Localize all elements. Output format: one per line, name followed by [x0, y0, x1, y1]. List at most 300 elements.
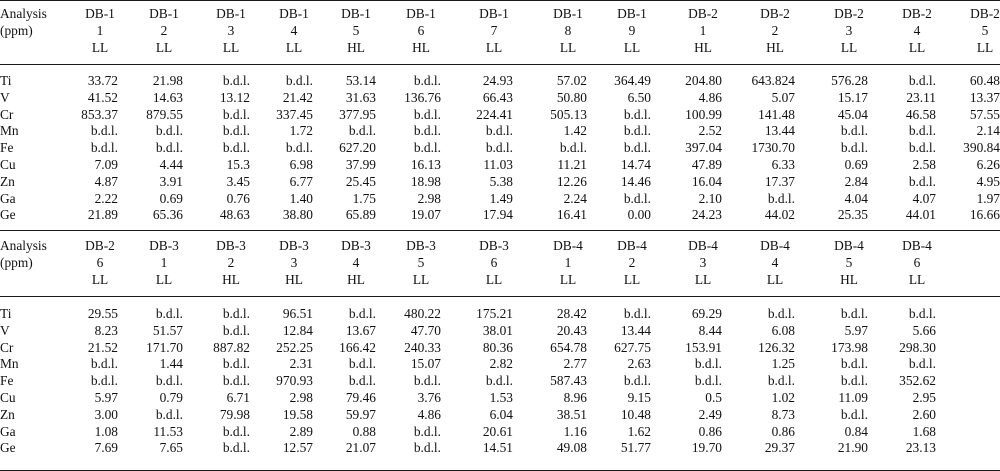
column-sample-header: DB-2	[688, 6, 718, 21]
table-cell: 14.51	[482, 440, 513, 456]
table-cell: b.d.l.	[155, 406, 183, 422]
table-cell: 2.52	[698, 123, 722, 139]
table-cell: b.d.l.	[348, 123, 376, 139]
table-cell: 16.13	[410, 157, 441, 172]
column-number-header: 1	[160, 255, 168, 270]
table-cell: 853.37	[81, 106, 118, 122]
table-cell: 38.80	[282, 207, 313, 223]
table-cell: b.d.l.	[222, 440, 250, 456]
table-cell: 12.26	[556, 173, 587, 189]
table-cell: b.d.l.	[413, 440, 441, 456]
table-cell: 505.13	[550, 106, 587, 122]
table-cell: b.d.l.	[222, 140, 250, 156]
table-cell: 3.91	[159, 173, 183, 189]
table-cell: b.d.l.	[623, 123, 651, 139]
table-cell: b.d.l.	[222, 123, 250, 139]
column-sample-header: DB-3	[341, 238, 371, 253]
table-cell: 20.61	[482, 423, 513, 439]
table-cell: 0.76	[226, 190, 250, 206]
column-sample-header: DB-1	[553, 6, 583, 21]
column-type-header: HL	[694, 40, 712, 55]
table-cell: 252.25	[276, 339, 313, 355]
column-type-header: LL	[222, 40, 240, 55]
table-cell: 6.98	[289, 157, 313, 172]
column-number-header: 5	[352, 23, 360, 38]
table-cell: 2.60	[912, 406, 936, 422]
table-cell: b.d.l.	[222, 423, 250, 439]
table-cell: 2.24	[563, 190, 587, 206]
column-type-header: LL	[412, 272, 430, 287]
row-element-label: Ti	[0, 73, 12, 88]
table-cell: 51.57	[152, 322, 183, 338]
column-type-header: HL	[840, 272, 858, 287]
table-cell: 13.67	[345, 322, 376, 338]
table-cell: b.d.l.	[908, 306, 936, 321]
table-cell: 53.14	[345, 73, 376, 88]
column-number-header: 6	[96, 255, 104, 270]
table-cell: 15.3	[226, 157, 250, 172]
column-number-header: 3	[845, 23, 853, 38]
table-cell: 23.11	[906, 89, 936, 105]
table-cell: 7.69	[94, 440, 118, 456]
column-sample-header: DB-4	[553, 238, 583, 253]
column-number-header: 3	[227, 23, 235, 38]
table-cell: 48.63	[219, 207, 250, 223]
column-sample-header: DB-1	[279, 6, 309, 21]
row-element-label: Ga	[0, 423, 16, 439]
table-cell: 1.53	[489, 390, 513, 405]
column-type-header: HL	[285, 272, 303, 287]
table-cell: 31.63	[345, 89, 376, 105]
table-cell: 2.63	[627, 356, 651, 372]
table-cell: 1730.70	[751, 140, 795, 156]
table-cell: 25.35	[837, 207, 868, 223]
table-cell: 65.89	[345, 207, 376, 223]
table-cell: b.d.l.	[840, 306, 868, 321]
table-cell: 1.16	[563, 423, 587, 439]
table-cell: 15.07	[410, 356, 441, 372]
table-cell: 1.97	[976, 190, 1000, 206]
table-cell: 57.55	[969, 106, 1000, 122]
table-cell: 2.49	[698, 406, 722, 422]
row-element-label: Mn	[0, 123, 19, 139]
table-cell: b.d.l.	[485, 373, 513, 389]
column-type-header: LL	[766, 272, 784, 287]
column-number-header: 1	[564, 255, 572, 270]
table-cell: 0.86	[771, 423, 795, 439]
header-unit: (ppm)	[0, 23, 33, 38]
table-cell: 2.22	[94, 190, 118, 206]
table-cell: 4.86	[417, 406, 441, 422]
column-number-header: 4	[771, 255, 779, 270]
table-cell: b.d.l.	[840, 406, 868, 422]
column-number-header: 4	[290, 23, 298, 38]
table-cell: 44.02	[764, 207, 795, 223]
table-cell: 21.07	[345, 440, 376, 456]
table-cell: 5.07	[771, 89, 795, 105]
column-sample-header: DB-1	[406, 6, 436, 21]
column-type-header: HL	[412, 40, 430, 55]
table-cell: 4.44	[159, 157, 183, 172]
table-cell: b.d.l.	[90, 140, 118, 156]
table-cell: 11.09	[838, 390, 868, 405]
column-sample-header: DB-2	[834, 6, 864, 21]
table-cell: b.d.l.	[908, 140, 936, 156]
header-unit: (ppm)	[0, 255, 33, 270]
column-sample-header: DB-4	[688, 238, 718, 253]
table-cell: 6.50	[627, 89, 651, 105]
row-element-label: Cu	[0, 157, 16, 172]
table-cell: 9.15	[627, 390, 651, 405]
column-type-header: LL	[908, 272, 926, 287]
table-cell: b.d.l.	[840, 373, 868, 389]
table-cell: 887.82	[213, 339, 250, 355]
table-cell: 0.69	[159, 190, 183, 206]
table-cell: 7.65	[159, 440, 183, 456]
table-cell: 5.66	[912, 322, 936, 338]
table-cell: 60.48	[969, 73, 1000, 88]
row-element-label: Zn	[0, 406, 15, 422]
table-cell: 21.90	[837, 440, 868, 456]
table-cell: 2.95	[912, 390, 936, 405]
row-element-label: V	[0, 89, 10, 105]
table-cell: b.d.l.	[155, 306, 183, 321]
table-cell: 2.58	[912, 157, 936, 172]
column-sample-header: DB-3	[406, 238, 436, 253]
table-cell: b.d.l.	[623, 373, 651, 389]
table-cell: 2.89	[289, 423, 313, 439]
column-sample-header: DB-2	[760, 6, 790, 21]
table-cell: b.d.l.	[559, 140, 587, 156]
column-type-header: LL	[908, 40, 926, 55]
column-type-header: LL	[155, 40, 173, 55]
table-cell: 298.30	[899, 339, 936, 355]
table-cell: 50.80	[556, 89, 587, 105]
column-sample-header: DB-1	[341, 6, 371, 21]
table-cell: b.d.l.	[485, 123, 513, 139]
column-number-header: 6	[490, 255, 498, 270]
table-cell: 11.03	[483, 157, 513, 172]
table-cell: 49.08	[556, 440, 587, 456]
table-cell: 337.45	[276, 106, 313, 122]
table-cell: 80.36	[482, 339, 513, 355]
table-cell: b.d.l.	[840, 140, 868, 156]
table-cell: b.d.l.	[348, 373, 376, 389]
table-cell: 69.29	[691, 306, 722, 321]
column-sample-header: DB-4	[617, 238, 647, 253]
table-cell: 2.82	[489, 356, 513, 372]
column-sample-header: DB-2	[902, 6, 932, 21]
row-element-label: V	[0, 322, 10, 338]
table-cell: b.d.l.	[222, 373, 250, 389]
column-type-header: HL	[766, 40, 784, 55]
table-cell: 377.95	[339, 106, 376, 122]
table-cell: 46.58	[905, 106, 936, 122]
table-cell: 19.58	[282, 406, 313, 422]
table-cell: 0.88	[352, 423, 376, 439]
table-cell: b.d.l.	[485, 140, 513, 156]
table-cell: 352.62	[899, 373, 936, 389]
table-cell: 136.76	[404, 89, 441, 105]
table-cell: 23.13	[905, 440, 936, 456]
header-label: Analysis	[0, 6, 47, 21]
row-element-label: Ge	[0, 440, 16, 456]
table-cell: 21.52	[87, 339, 118, 355]
row-element-label: Ge	[0, 207, 16, 223]
table-cell: 3.45	[226, 173, 250, 189]
column-type-header: LL	[485, 40, 503, 55]
table-cell: b.d.l.	[285, 140, 313, 156]
table-cell: 2.77	[563, 356, 587, 372]
table-cell: 627.20	[339, 140, 376, 156]
table-cell: 5.97	[94, 390, 118, 405]
table-cell: 28.42	[556, 306, 587, 321]
table-cell: 3.76	[417, 390, 441, 405]
column-type-header: LL	[155, 272, 173, 287]
header-underline-rule	[0, 64, 1000, 65]
table-cell: 0.84	[844, 423, 868, 439]
table-cell: 970.93	[276, 373, 313, 389]
column-type-header: LL	[623, 40, 641, 55]
table-cell: 1.72	[289, 123, 313, 139]
table-cell: 5.97	[844, 322, 868, 338]
table-cell: 79.98	[219, 406, 250, 422]
table-cell: 2.31	[289, 356, 313, 372]
table-cell: 1.02	[771, 390, 795, 405]
row-element-label: Ga	[0, 190, 16, 206]
column-number-header: 6	[913, 255, 921, 270]
table-cell: 4.87	[94, 173, 118, 189]
table-cell: 11.21	[557, 157, 587, 172]
table-cell: 37.99	[345, 157, 376, 172]
table-cell: 11.53	[153, 423, 183, 439]
table-cell: 224.41	[476, 106, 513, 122]
column-number-header: 5	[981, 23, 989, 38]
column-sample-header: DB-3	[279, 238, 309, 253]
column-type-header: HL	[347, 40, 365, 55]
table-cell: 173.98	[831, 339, 868, 355]
column-sample-header: DB-4	[760, 238, 790, 253]
table-cell: 16.04	[691, 173, 722, 189]
table-cell: b.d.l.	[694, 373, 722, 389]
table-cell: 0.00	[627, 207, 651, 223]
table-cell: 0.86	[698, 423, 722, 439]
table-cell: 38.01	[482, 322, 513, 338]
table-cell: 8.73	[771, 406, 795, 422]
column-sample-header: DB-3	[216, 238, 246, 253]
table-cell: 96.51	[282, 306, 313, 321]
column-sample-header: DB-2	[970, 6, 1000, 21]
table-cell: 879.55	[146, 106, 183, 122]
header-underline-rule	[0, 296, 1000, 297]
table-cell: 627.75	[614, 339, 651, 355]
table-cell: 1.40	[289, 190, 313, 206]
table-cell: 66.43	[482, 89, 513, 105]
column-type-header: LL	[91, 40, 109, 55]
table-cell: 24.93	[482, 73, 513, 88]
column-type-header: LL	[91, 272, 109, 287]
row-element-label: Fe	[0, 373, 14, 389]
table-cell: 364.49	[614, 73, 651, 88]
column-sample-header: DB-1	[216, 6, 246, 21]
table-cell: 1.68	[912, 423, 936, 439]
table-cell: b.d.l.	[155, 140, 183, 156]
table-cell: 2.14	[976, 123, 1000, 139]
table-cell: 166.42	[339, 339, 376, 355]
table-cell: 44.01	[905, 207, 936, 223]
table-cell: 20.43	[556, 322, 587, 338]
table-cell: 1.62	[627, 423, 651, 439]
table-cell: b.d.l.	[90, 123, 118, 139]
table-cell: 1.49	[489, 190, 513, 206]
table-cell: b.d.l.	[908, 356, 936, 372]
table-cell: 6.26	[976, 157, 1000, 172]
row-element-label: Cu	[0, 390, 16, 405]
table-cell: b.d.l.	[908, 123, 936, 139]
column-sample-header: DB-4	[902, 238, 932, 253]
table-cell: b.d.l.	[222, 322, 250, 338]
table-cell: 8.96	[563, 390, 587, 405]
table-cell: 3.00	[94, 406, 118, 422]
row-element-label: Ti	[0, 306, 12, 321]
table-cell: 0.69	[844, 157, 868, 172]
table-cell: 654.78	[550, 339, 587, 355]
table-cell: 1.42	[563, 123, 587, 139]
table-cell: b.d.l.	[222, 106, 250, 122]
table-cell: 59.97	[345, 406, 376, 422]
column-sample-header: DB-1	[617, 6, 647, 21]
table-cell: 18.98	[410, 173, 441, 189]
table-cell: 2.10	[698, 190, 722, 206]
column-number-header: 5	[417, 255, 425, 270]
table-cell: b.d.l.	[840, 356, 868, 372]
table-cell: b.d.l.	[840, 123, 868, 139]
table-cell: b.d.l.	[623, 140, 651, 156]
table-cell: b.d.l.	[285, 73, 313, 88]
table-cell: 29.37	[764, 440, 795, 456]
table-cell: 38.51	[556, 406, 587, 422]
table-cell: 21.42	[282, 89, 313, 105]
table-cell: 6.08	[771, 322, 795, 338]
table-cell: 6.33	[771, 157, 795, 172]
table-cell: b.d.l.	[908, 173, 936, 189]
column-number-header: 7	[490, 23, 498, 38]
row-element-label: Zn	[0, 173, 15, 189]
column-sample-header: DB-3	[149, 238, 179, 253]
table-cell: 2.98	[289, 390, 313, 405]
table-cell: b.d.l.	[90, 356, 118, 372]
table-cell: 13.12	[219, 89, 250, 105]
table-cell: 126.32	[758, 339, 795, 355]
table-cell: 57.02	[556, 73, 587, 88]
table-cell: 41.52	[87, 89, 118, 105]
table-cell: 5.38	[489, 173, 513, 189]
table-cell: 12.84	[282, 322, 313, 338]
table-cell: b.d.l.	[413, 73, 441, 88]
row-element-label: Mn	[0, 356, 19, 372]
table-cell: b.d.l.	[767, 190, 795, 206]
table-cell: 25.45	[345, 173, 376, 189]
table-cell: 14.46	[620, 173, 651, 189]
table-cell: 65.36	[152, 207, 183, 223]
table-cell: 643.824	[751, 73, 795, 88]
table-cell: 141.48	[758, 106, 795, 122]
column-number-header: 6	[417, 23, 425, 38]
table-cell: 8.44	[698, 322, 722, 338]
column-number-header: 9	[628, 23, 636, 38]
row-element-label: Fe	[0, 140, 14, 156]
table-cell: 13.44	[764, 123, 795, 139]
column-type-header: LL	[559, 272, 577, 287]
table-cell: 480.22	[404, 306, 441, 321]
table-cell: 4.07	[912, 190, 936, 206]
table-cell: 6.04	[489, 406, 513, 422]
table-cell: 4.95	[976, 173, 1000, 189]
table-cell: 397.04	[685, 140, 722, 156]
column-sample-header: DB-2	[85, 238, 115, 253]
table-cell: 587.43	[550, 373, 587, 389]
table-cell: b.d.l.	[348, 306, 376, 321]
table-cell: 240.33	[404, 339, 441, 355]
column-number-header: 1	[96, 23, 104, 38]
table-cell: b.d.l.	[413, 106, 441, 122]
table-cell: b.d.l.	[623, 190, 651, 206]
column-number-header: 4	[913, 23, 921, 38]
table-cell: b.d.l.	[413, 123, 441, 139]
table-cell: 0.5	[705, 390, 722, 405]
column-sample-header: DB-3	[479, 238, 509, 253]
column-type-header: LL	[485, 272, 503, 287]
table-cell: 45.04	[837, 106, 868, 122]
table-cell: 0.79	[159, 390, 183, 405]
table-cell: 1.25	[771, 356, 795, 372]
table-cell: 19.70	[691, 440, 722, 456]
table-cell: b.d.l.	[694, 356, 722, 372]
table-cell: 1.08	[94, 423, 118, 439]
header-label: Analysis	[0, 238, 47, 253]
table-cell: 10.48	[620, 406, 651, 422]
column-type-header: LL	[559, 40, 577, 55]
table-cell: 14.74	[620, 157, 651, 172]
column-sample-header: DB-4	[834, 238, 864, 253]
table-cell: 15.17	[837, 89, 868, 105]
table-cell: 51.77	[620, 440, 651, 456]
table-cell: b.d.l.	[623, 306, 651, 321]
table-cell: 29.55	[87, 306, 118, 321]
table-cell: 16.66	[969, 207, 1000, 223]
row-element-label: Cr	[0, 339, 14, 355]
column-type-header: LL	[285, 40, 303, 55]
row-element-label: Cr	[0, 106, 14, 122]
table-cell: 175.21	[476, 306, 513, 321]
table-cell: b.d.l.	[90, 373, 118, 389]
table-cell: 4.04	[844, 190, 868, 206]
column-number-header: 3	[699, 255, 707, 270]
table-cell: 6.77	[289, 173, 313, 189]
table-cell: 171.70	[146, 339, 183, 355]
column-type-header: LL	[976, 40, 994, 55]
column-sample-header: DB-1	[85, 6, 115, 21]
table-cell: b.d.l.	[623, 106, 651, 122]
column-number-header: 4	[352, 255, 360, 270]
table-cell: b.d.l.	[413, 423, 441, 439]
table-cell: 576.28	[831, 73, 868, 88]
table-cell: b.d.l.	[222, 306, 250, 321]
column-number-header: 8	[564, 23, 572, 38]
table-cell: 19.07	[410, 207, 441, 223]
table-cell: 100.99	[685, 106, 722, 122]
table-cell: b.d.l.	[155, 373, 183, 389]
